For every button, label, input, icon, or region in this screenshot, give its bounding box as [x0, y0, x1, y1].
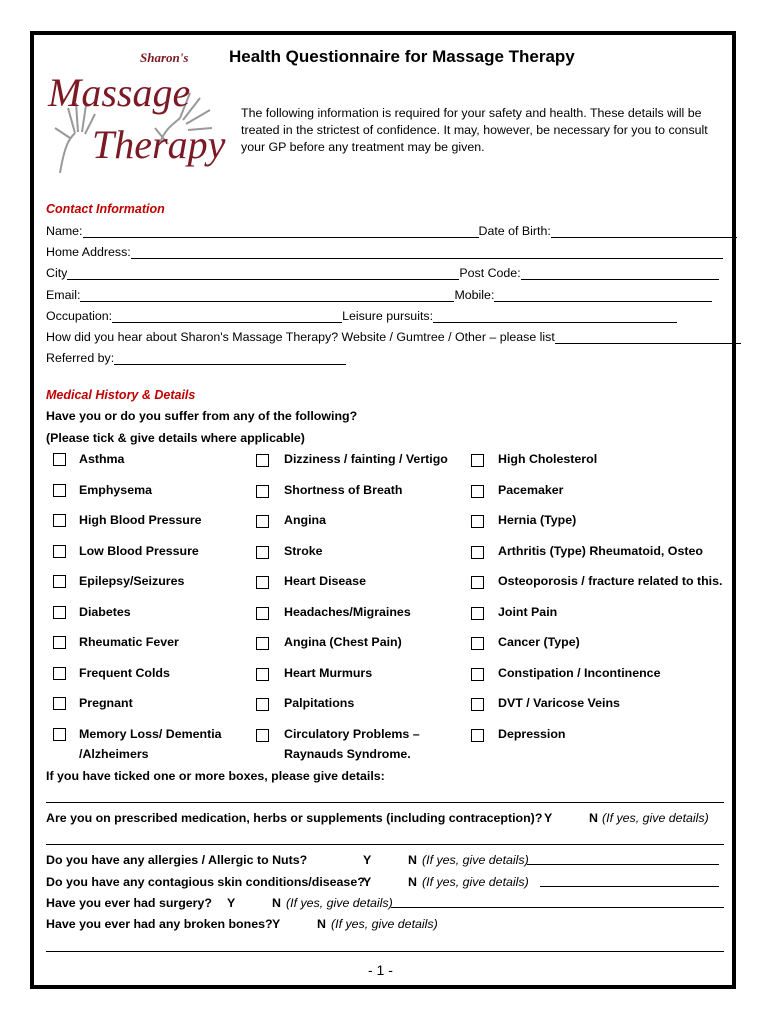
condition-label: Angina (Chest Pain) [284, 635, 402, 649]
checkbox-heart-disease[interactable] [256, 576, 269, 589]
condition-label: Hernia (Type) [498, 513, 577, 527]
condition-label: Memory Loss/ Dementia [79, 727, 222, 741]
condition-label: Angina [284, 513, 326, 527]
referred-row [46, 351, 346, 365]
checkbox-headaches[interactable] [256, 607, 269, 620]
surgery-details-field[interactable] [391, 896, 724, 908]
intro-text: The following information is required for your safety and health. These details will be treated in the strictest of confidence. It may, however, be necessary for you to consult your GP before any treatment may be given. [241, 106, 708, 154]
allergies-details-field[interactable] [527, 853, 719, 865]
condition-label: Depression [498, 727, 566, 741]
medication-yes[interactable]: Y [544, 811, 553, 825]
mobile-label: Mobile: [454, 288, 495, 302]
occupation-row [46, 309, 677, 323]
allergies-question: Do you have any allergies / Allergic to Nuts? [46, 853, 308, 867]
bones-yes[interactable]: Y [272, 917, 281, 931]
leisure-field[interactable] [433, 311, 677, 323]
surgery-details-hint: (If yes, give details) [286, 896, 393, 910]
condition-label: High Cholesterol [498, 452, 598, 466]
surgery-no[interactable]: N [272, 896, 281, 910]
dob-label: Date of Birth: [478, 224, 551, 238]
checkbox-cancer[interactable] [471, 637, 484, 650]
surgery-question: Have you ever had surgery? [46, 896, 212, 910]
logo-therapy: Therapy [92, 122, 226, 167]
condition-label: Emphysema [79, 483, 153, 497]
condition-label: Low Blood Pressure [79, 544, 199, 558]
contagious-yes[interactable]: Y [363, 875, 372, 889]
condition-label: DVT / Varicose Veins [498, 696, 620, 710]
postcode-label: Post Code: [459, 266, 521, 280]
checkbox-palpitations[interactable] [256, 698, 269, 711]
condition-label: Diabetes [79, 605, 131, 619]
checkbox-pregnant[interactable] [53, 697, 66, 710]
condition-label: Dizziness / fainting / Vertigo [284, 452, 448, 466]
condition-label: Heart Disease [284, 574, 366, 588]
condition-label: Pregnant [79, 696, 133, 710]
referred-label: Referred by: [46, 351, 115, 365]
ticked-details-line[interactable] [46, 802, 724, 803]
occupation-field[interactable] [112, 311, 342, 323]
contagious-question: Do you have any contagious skin conditions/disease? [46, 875, 365, 889]
medication-no[interactable]: N [589, 811, 598, 825]
checkbox-circulatory[interactable] [256, 729, 269, 742]
bones-question: Have you ever had any broken bones? [46, 917, 273, 931]
condition-label: Arthritis (Type) Rheumatoid, Osteo [498, 544, 703, 558]
checkbox-joint-pain[interactable] [471, 607, 484, 620]
allergies-no[interactable]: N [408, 853, 417, 867]
checkbox-heart-murmurs[interactable] [256, 668, 269, 681]
checkbox-constipation[interactable] [471, 668, 484, 681]
checkbox-high-blood-pressure[interactable] [53, 514, 66, 527]
medication-question: Are you on prescribed medication, herbs or supplements (including contraception)? [46, 811, 543, 825]
allergies-yes[interactable]: Y [363, 853, 372, 867]
referred-field[interactable] [114, 353, 346, 365]
checkbox-pacemaker[interactable] [471, 485, 484, 498]
condition-label: Osteoporosis / fracture related to this. [498, 574, 723, 588]
medication-details-hint: (If yes, give details) [602, 811, 709, 825]
bones-details-hint: (If yes, give details) [331, 917, 438, 931]
checkbox-diabetes[interactable] [53, 606, 66, 619]
condition-label: Palpitations [284, 696, 355, 710]
logo-sharons: Sharon's [140, 50, 189, 65]
condition-label: Frequent Colds [79, 666, 170, 680]
address-row [46, 245, 723, 259]
mobile-field[interactable] [494, 290, 712, 302]
checkbox-high-cholesterol[interactable] [471, 454, 484, 467]
condition-label: Asthma [79, 452, 125, 466]
postcode-field[interactable] [521, 268, 719, 280]
occupation-label: Occupation: [46, 309, 113, 323]
checkbox-rheumatic-fever[interactable] [53, 636, 66, 649]
checkbox-stroke[interactable] [256, 546, 269, 559]
name-row [46, 224, 737, 238]
condition-label: Constipation / Incontinence [498, 666, 661, 680]
name-label: Name: [46, 224, 83, 238]
checkbox-dizziness[interactable] [256, 454, 269, 467]
bones-no[interactable]: N [317, 917, 326, 931]
bones-details-line[interactable] [46, 951, 724, 952]
surgery-yes[interactable]: Y [227, 896, 236, 910]
logo-massage: Massage [48, 70, 191, 115]
contagious-details-field[interactable] [540, 875, 719, 887]
checkbox-emphysema[interactable] [53, 484, 66, 497]
checkbox-epilepsy[interactable] [53, 575, 66, 588]
checkbox-frequent-colds[interactable] [53, 667, 66, 680]
city-label: City [46, 266, 68, 280]
checkbox-angina[interactable] [256, 515, 269, 528]
allergies-details-hint: (If yes, give details) [422, 853, 529, 867]
name-field[interactable] [83, 226, 479, 238]
checkbox-shortness-of-breath[interactable] [256, 485, 269, 498]
email-row [46, 288, 712, 302]
checkbox-asthma[interactable] [53, 453, 66, 466]
checkbox-memory-loss[interactable] [53, 728, 66, 741]
condition-label: Joint Pain [498, 605, 558, 619]
checkbox-depression[interactable] [471, 729, 484, 742]
checkbox-dvt[interactable] [471, 698, 484, 711]
condition-label: Stroke [284, 544, 323, 558]
condition-label: Heart Murmurs [284, 666, 373, 680]
condition-label: Rheumatic Fever [79, 635, 179, 649]
email-label: Email: [46, 288, 81, 302]
ticked-details-label: If you have ticked one or more boxes, please give details: [46, 769, 385, 783]
leisure-label: Leisure pursuits: [342, 309, 434, 323]
condition-label: Headaches/Migraines [284, 605, 411, 619]
contagious-no[interactable]: N [408, 875, 417, 889]
checkbox-hernia[interactable] [471, 515, 484, 528]
address-field[interactable] [131, 247, 723, 259]
condition-label: Raynauds Syndrome. [284, 747, 411, 761]
hear-field[interactable] [555, 332, 741, 344]
checkbox-angina-chest-pain[interactable] [256, 637, 269, 650]
contagious-details-hint: (If yes, give details) [422, 875, 529, 889]
hear-label: How did you hear about Sharon's Massage Therapy? Website / Gumtree / Other – please list [46, 330, 555, 344]
contact-section-title: Contact Information [46, 202, 165, 216]
page-number: - 1 - [368, 962, 393, 978]
massage-therapy-logo [40, 48, 230, 188]
medical-instruction: (Please tick & give details where applicable) [46, 431, 305, 445]
condition-label: Cancer (Type) [498, 635, 580, 649]
medical-question: Have you or do you suffer from any of the following? [46, 409, 358, 423]
condition-label: Circulatory Problems – [284, 727, 420, 741]
city-field[interactable] [67, 268, 459, 280]
page-title: Health Questionnaire for Massage Therapy [229, 47, 575, 66]
checkbox-osteoporosis[interactable] [471, 576, 484, 589]
checkbox-arthritis[interactable] [471, 546, 484, 559]
condition-label: High Blood Pressure [79, 513, 202, 527]
checkbox-low-blood-pressure[interactable] [53, 545, 66, 558]
condition-label: Epilepsy/Seizures [79, 574, 185, 588]
condition-label: Shortness of Breath [284, 483, 403, 497]
condition-label: /Alzheimers [79, 747, 149, 761]
medication-details-line[interactable] [46, 844, 724, 845]
medical-section-title: Medical History & Details [46, 388, 196, 402]
condition-label: Pacemaker [498, 483, 564, 497]
hear-row [46, 330, 741, 344]
city-row [46, 266, 719, 280]
email-field[interactable] [80, 290, 454, 302]
dob-field[interactable] [551, 226, 737, 238]
address-label: Home Address: [46, 245, 131, 259]
